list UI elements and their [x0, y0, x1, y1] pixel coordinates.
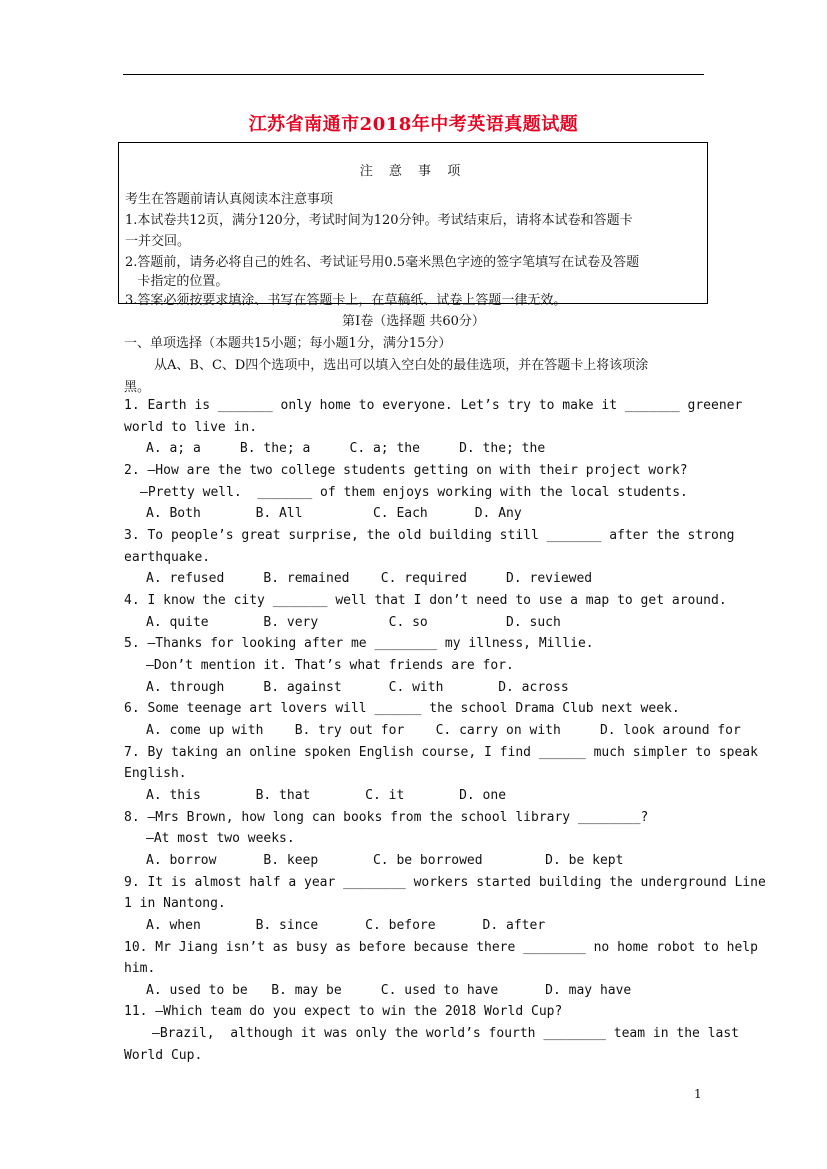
answer-options: A. Both B. All C. Each D. Any	[146, 506, 522, 521]
answer-options: A. refused B. remained C. required D. reviewed	[146, 571, 593, 586]
notice-line: 3.答案必须按要求填涂、书写在答题卡上，在草稿纸、试卷上答题一律无效。	[125, 293, 567, 308]
instructions: 黑。	[124, 380, 151, 395]
answer-options: A. through B. against C. with D. across	[146, 680, 569, 695]
question-line: 3. To people’s great surprise, the old building still _______ after the strong	[124, 528, 735, 543]
notice-line: 1.本试卷共12页，满分120分，考试时间为120分钟。考试结束后，请将本试卷和答题卡	[125, 213, 633, 228]
question-line: English.	[124, 766, 187, 781]
header-rule	[123, 74, 704, 75]
question-line: him.	[124, 961, 156, 976]
question-line: 8. —Mrs Brown, how long can books from the school library ________?	[124, 810, 649, 825]
question-line: world to live in.	[124, 420, 258, 435]
answer-options: A. this B. that C. it D. one	[146, 788, 507, 803]
notice-line: 一并交回。	[125, 234, 191, 249]
question-line: 1 in Nantong.	[124, 896, 226, 911]
question-line: 10. Mr Jiang isn’t as busy as before because there ________ no home robot to help	[124, 940, 758, 955]
notice-line: 卡指定的位置。	[125, 274, 229, 289]
answer-options: A. borrow B. keep C. be borrowed D. be kept	[146, 853, 624, 868]
question-line: World Cup.	[124, 1048, 203, 1063]
answer-options: A. a; a B. the; a C. a; the D. the; the	[146, 441, 546, 456]
question-line: —Don’t mention it. That’s what friends are for.	[146, 658, 514, 673]
question-line: —Pretty well. _______ of them enjoys working with the local students.	[140, 485, 688, 500]
question-line: —Brazil, although it was only the world’s fourth ________ team in the last	[152, 1026, 739, 1041]
page-title: 江苏省南通市2018年中考英语真题试题	[248, 114, 579, 135]
question-line: —At most two weeks.	[146, 831, 295, 846]
question-line: 11. —Which team do you expect to win the 2018 World Cup?	[124, 1004, 563, 1019]
notice-box	[118, 142, 708, 308]
question-line: 2. —How are the two college students getting on with their project work?	[124, 463, 688, 478]
answer-options: A. when B. since C. before D. after	[146, 918, 546, 933]
question-line: 9. It is almost half a year ________ workers started building the underground Line	[124, 875, 766, 890]
question-line: 5. —Thanks for looking after me ________ my illness, Millie.	[124, 636, 594, 651]
part-title: 一、单项选择（本题共15小题；每小题1分，满分15分）	[124, 336, 452, 351]
answer-options: A. come up with B. try out for C. carry on with D. look around for	[146, 723, 741, 738]
question-line: 6. Some teenage art lovers will ______ the school Drama Club next week.	[124, 701, 680, 716]
question-line: 4. I know the city _______ well that I don’t need to use a map to get around.	[124, 593, 727, 608]
answer-options: A. used to be B. may be C. used to have D. may have	[146, 983, 632, 998]
instructions: 从A、B、C、D四个选项中，选出可以填入空白处的最佳选项，并在答题卡上将该项涂	[154, 358, 649, 373]
question-line: 1. Earth is _______ only home to everyone. Let’s try to make it _______ greener	[124, 398, 743, 413]
answer-options: A. quite B. very C. so D. such	[146, 615, 561, 630]
notice-heading: 注 意 事 项	[359, 164, 467, 179]
question-line: 7. By taking an online spoken English course, I find ______ much simpler to speak	[124, 745, 758, 760]
page-number: 1	[694, 1087, 702, 1101]
section-title: 第Ⅰ卷（选择题 共60分）	[342, 314, 485, 329]
notice-line: 考生在答题前请认真阅读本注意事项	[125, 192, 334, 207]
notice-line: 2.答题前，请务必将自己的姓名、考试证号用0.5毫米黑色字迹的签字笔填写在试卷及答题	[125, 255, 640, 270]
question-line: earthquake.	[124, 550, 211, 565]
